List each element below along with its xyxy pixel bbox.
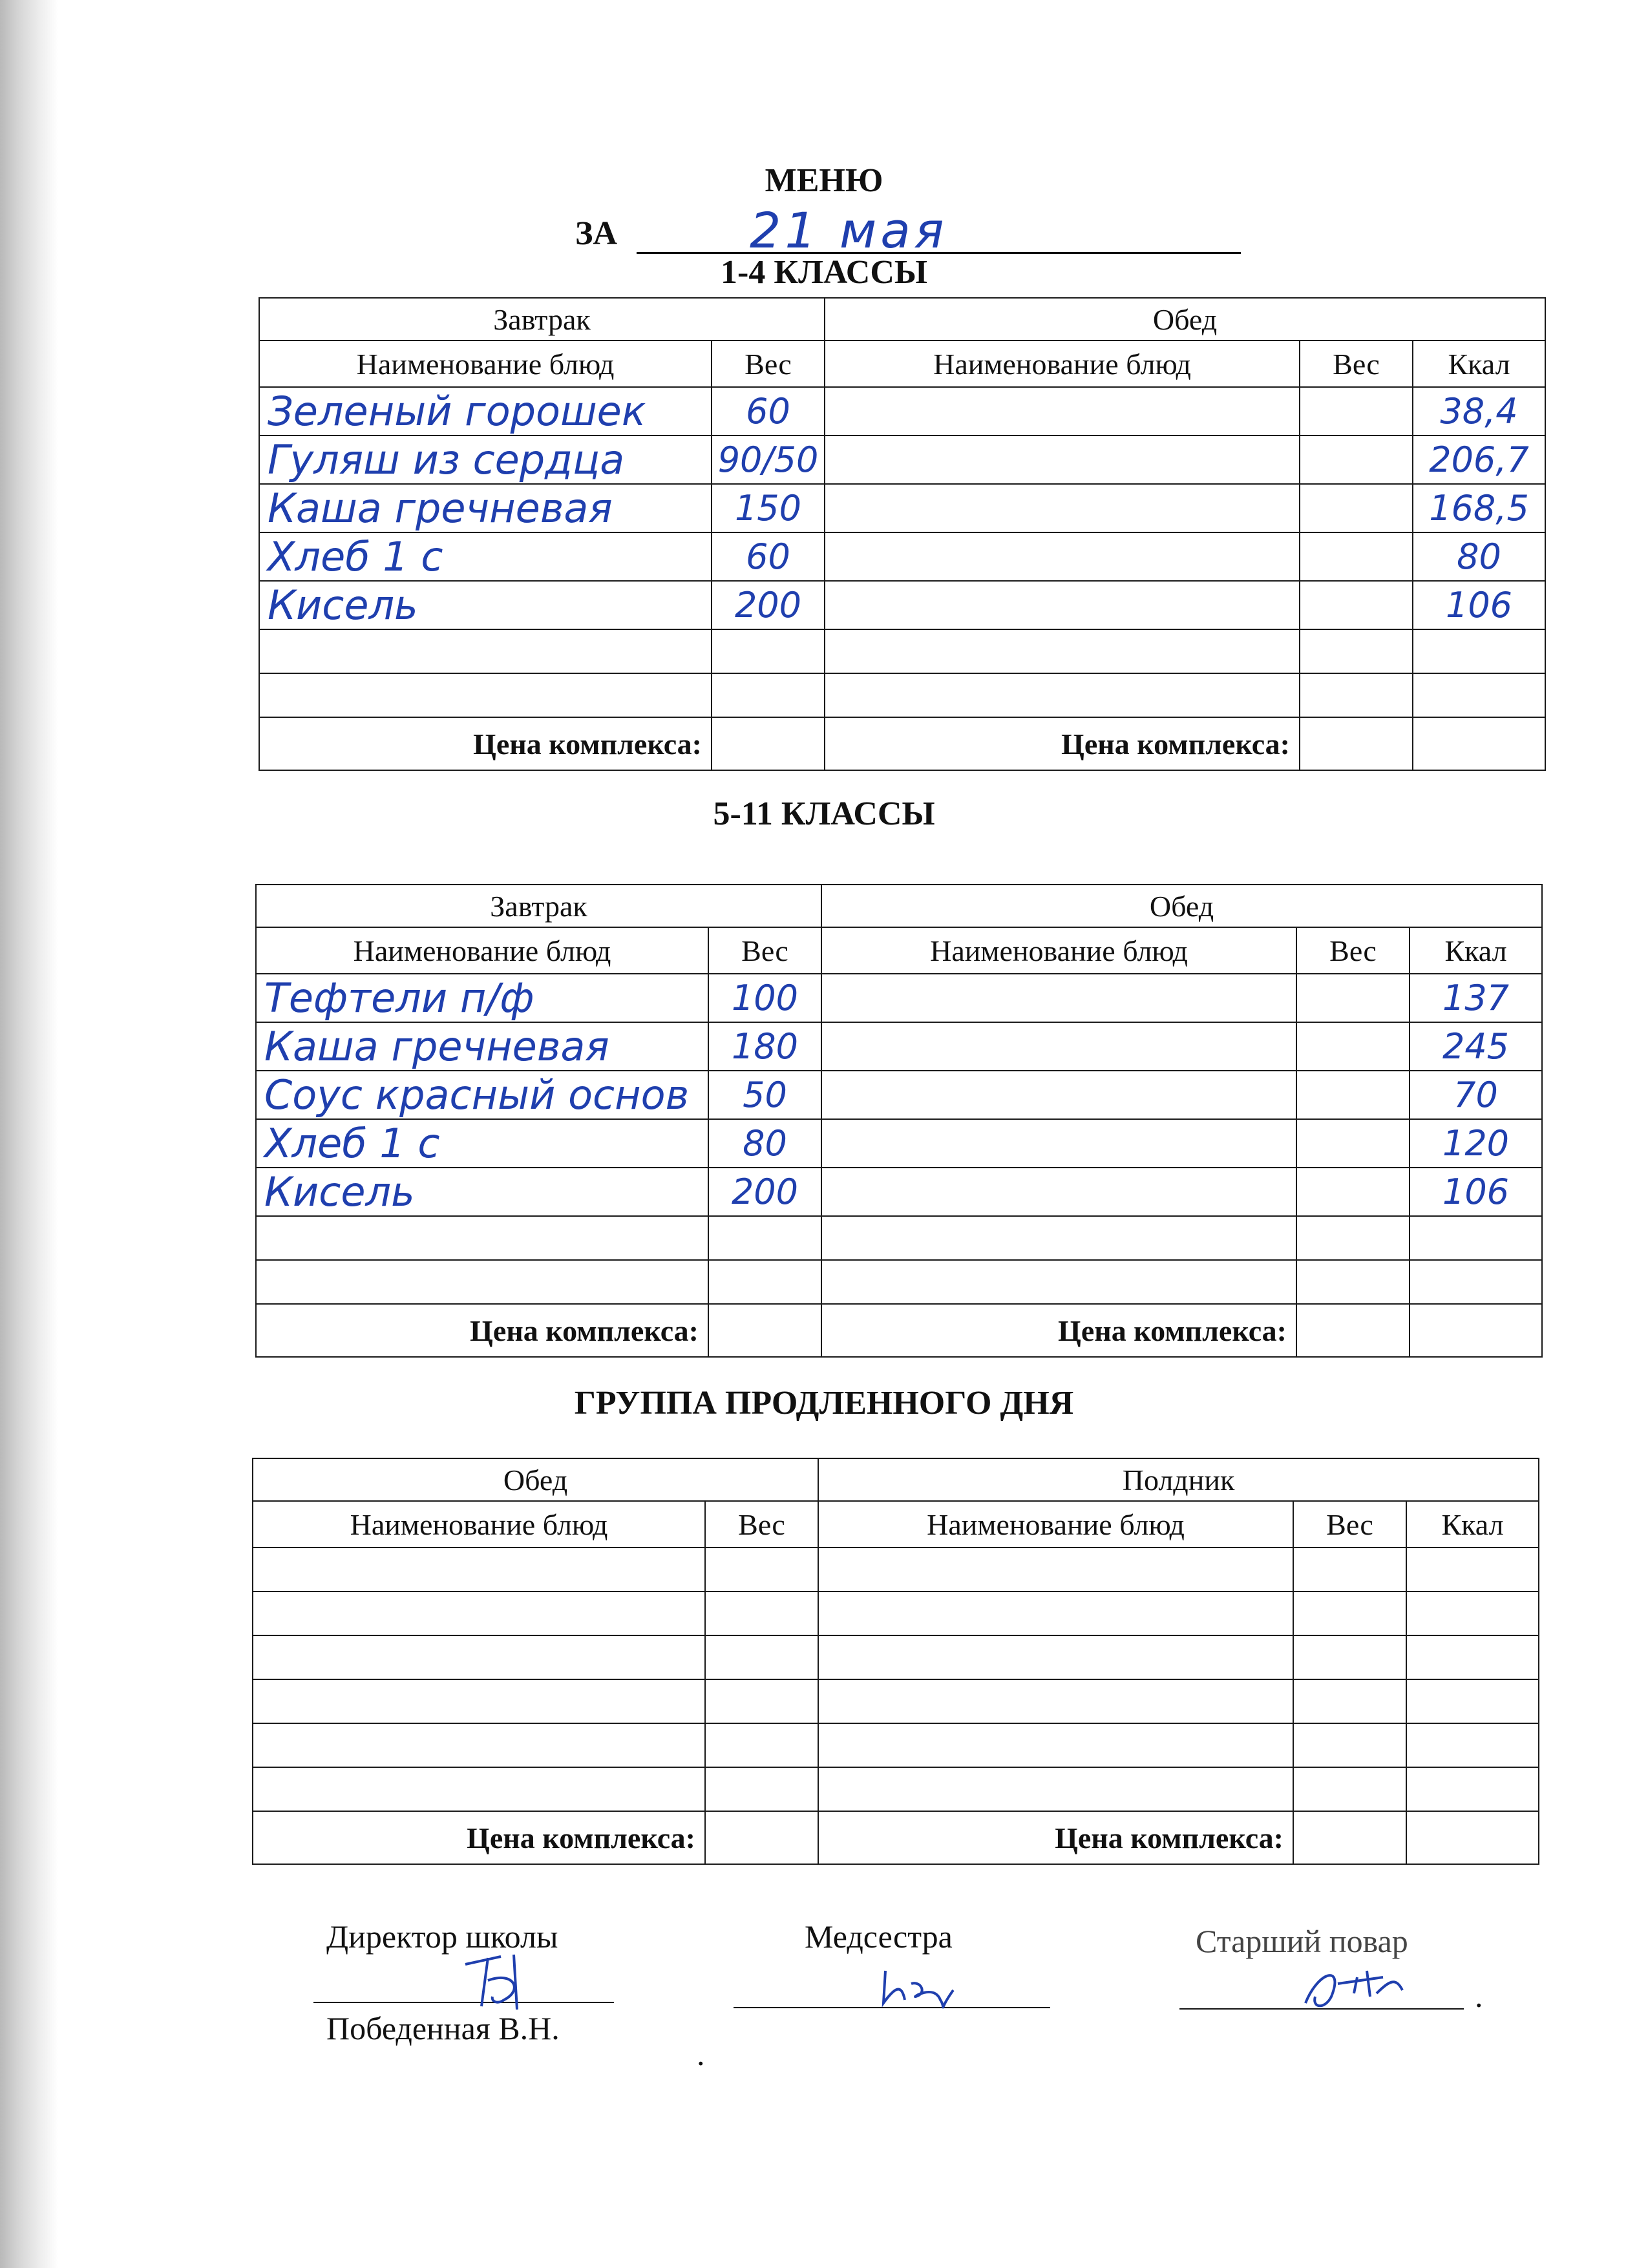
director-name: Победенная В.Н.	[326, 2010, 560, 2046]
dish-weight-cell	[705, 1548, 818, 1591]
dish-weight-cell	[1293, 1767, 1406, 1811]
dish-name-cell	[821, 1216, 1296, 1260]
dish-weight-cell	[1293, 1591, 1406, 1635]
table-row	[256, 1071, 1542, 1119]
dish-weight-cell: 90/50	[712, 436, 825, 484]
dish-name-cell	[821, 974, 1296, 1022]
kcal-cell	[1406, 1591, 1539, 1635]
right-weight-column-header: Вес	[1296, 927, 1410, 974]
director-title: Директор школы	[326, 1918, 558, 1955]
dish-name-cell	[825, 387, 1300, 436]
table-body	[256, 885, 1542, 1357]
nurse-signature	[876, 1964, 973, 2016]
kcal-cell	[1410, 1260, 1542, 1304]
dish-weight-cell: 60	[712, 532, 825, 581]
dish-name-cell	[253, 1767, 705, 1811]
dish-weight-cell	[1293, 1723, 1406, 1767]
table-row	[259, 581, 1545, 629]
dish-name-cell	[821, 1168, 1296, 1216]
kcal-cell	[1406, 1679, 1539, 1723]
kcal-price-cell	[1406, 1811, 1539, 1864]
dish-weight-cell	[1293, 1679, 1406, 1723]
right-price-value	[1296, 1304, 1410, 1357]
meal-header-row	[259, 298, 1545, 341]
table-row	[253, 1767, 1539, 1811]
dish-name-cell	[253, 1679, 705, 1723]
kcal-cell: 168,5	[1413, 484, 1545, 532]
dish-name-cell: Гуляш из сердца	[259, 436, 712, 484]
dish-name-cell: Кисель	[259, 581, 712, 629]
kcal-cell: 106	[1410, 1168, 1542, 1216]
kcal-cell: 206,7	[1413, 436, 1545, 484]
dish-weight-cell: 60	[712, 387, 825, 436]
left-price-value	[705, 1811, 818, 1864]
table-row	[256, 1119, 1542, 1168]
table-row	[259, 673, 1545, 717]
right-weight-column-header: Вес	[1300, 341, 1413, 387]
dish-weight-cell	[705, 1635, 818, 1679]
table-body	[259, 298, 1545, 770]
table-row	[259, 436, 1545, 484]
left-weight-column-header: Вес	[712, 341, 825, 387]
dish-weight-cell	[1296, 1168, 1410, 1216]
director-signature	[452, 1945, 543, 2016]
dish-weight-cell	[1296, 1071, 1410, 1119]
table-row	[259, 629, 1545, 673]
dish-weight-cell	[705, 1723, 818, 1767]
dish-name-cell	[253, 1635, 705, 1679]
dish-weight-cell: 150	[712, 484, 825, 532]
right-price-value	[1300, 717, 1413, 770]
kcal-cell	[1413, 673, 1545, 717]
dish-weight-cell	[1293, 1548, 1406, 1591]
dish-weight-cell	[1300, 484, 1413, 532]
column-header-row	[256, 927, 1542, 974]
kcal-cell	[1406, 1767, 1539, 1811]
dish-name-cell	[256, 1260, 708, 1304]
left-meal-header: Завтрак	[256, 885, 821, 927]
kcal-cell: 70	[1410, 1071, 1542, 1119]
left-name-column-header: Наименование блюд	[256, 927, 708, 974]
right-price-label: Цена комплекса:	[818, 1811, 1293, 1864]
date-line	[575, 202, 1241, 259]
chef-title: Старший повар	[1196, 1923, 1408, 1959]
table-row	[256, 1022, 1542, 1071]
dish-name-cell	[259, 673, 712, 717]
dish-weight-cell: 200	[712, 581, 825, 629]
chef-signature	[1293, 1958, 1422, 2016]
menu-table-1-4	[259, 297, 1546, 771]
dish-name-cell: Хлеб 1 с	[259, 532, 712, 581]
dish-name-cell	[821, 1022, 1296, 1071]
kcal-column-header: Ккал	[1406, 1501, 1539, 1548]
dish-weight-cell	[708, 1216, 821, 1260]
kcal-cell: 80	[1413, 532, 1545, 581]
dish-weight-cell	[1296, 1216, 1410, 1260]
section-title-1-4: 1-4 КЛАССЫ	[721, 254, 927, 291]
right-name-column-header: Наименование блюд	[825, 341, 1300, 387]
dish-name-cell	[825, 532, 1300, 581]
dish-name-cell	[821, 1260, 1296, 1304]
kcal-cell: 120	[1410, 1119, 1542, 1168]
dish-weight-cell	[705, 1679, 818, 1723]
dish-name-cell	[253, 1548, 705, 1591]
nurse-title: Медсестра	[805, 1918, 953, 1955]
dish-weight-cell: 50	[708, 1071, 821, 1119]
menu-table-5-11	[255, 884, 1543, 1358]
kcal-cell: 38,4	[1413, 387, 1545, 436]
dish-name-cell	[818, 1591, 1293, 1635]
dish-name-cell	[256, 1216, 708, 1260]
section-title-5-11: 5-11 КЛАССЫ	[713, 795, 935, 832]
kcal-cell: 245	[1410, 1022, 1542, 1071]
column-header-row	[259, 341, 1545, 387]
dish-name-cell: Кисель	[256, 1168, 708, 1216]
section-title-extended-day: ГРУППА ПРОДЛЕННОГО ДНЯ	[574, 1385, 1074, 1422]
right-meal-header: Полдник	[818, 1458, 1539, 1501]
dish-name-cell: Тефтели п/ф	[256, 974, 708, 1022]
left-price-label: Цена комплекса:	[256, 1304, 708, 1357]
left-price-value	[712, 717, 825, 770]
dish-weight-cell	[1296, 1260, 1410, 1304]
left-price-label: Цена комплекса:	[259, 717, 712, 770]
dish-name-cell	[821, 1071, 1296, 1119]
dish-weight-cell	[705, 1591, 818, 1635]
table-row	[253, 1679, 1539, 1723]
dish-name-cell	[825, 484, 1300, 532]
table-row	[253, 1635, 1539, 1679]
kcal-cell: 137	[1410, 974, 1542, 1022]
table-row	[253, 1548, 1539, 1591]
dish-name-cell	[818, 1635, 1293, 1679]
dish-name-cell	[818, 1723, 1293, 1767]
table-row	[256, 1216, 1542, 1260]
dish-weight-cell	[1293, 1635, 1406, 1679]
dish-weight-cell	[1300, 436, 1413, 484]
dish-weight-cell	[1296, 1022, 1410, 1071]
right-meal-header: Обед	[825, 298, 1545, 341]
left-weight-column-header: Вес	[705, 1501, 818, 1548]
dish-weight-cell	[1300, 581, 1413, 629]
date-label: ЗА	[575, 215, 617, 252]
right-price-label: Цена комплекса:	[825, 717, 1300, 770]
dish-weight-cell	[1296, 1119, 1410, 1168]
dish-name-cell	[818, 1767, 1293, 1811]
dish-weight-cell: 100	[708, 974, 821, 1022]
dish-name-cell	[818, 1548, 1293, 1591]
dish-name-cell	[818, 1679, 1293, 1723]
table-body	[253, 1458, 1539, 1864]
table-row	[256, 1168, 1542, 1216]
menu-table-extended-day	[252, 1458, 1539, 1865]
dot-mark: .	[697, 2036, 705, 2072]
table-row	[256, 974, 1542, 1022]
scan-shadow-edge	[0, 0, 58, 2268]
price-row	[259, 717, 1545, 770]
dish-weight-cell	[712, 629, 825, 673]
table-row	[259, 532, 1545, 581]
kcal-price-cell	[1413, 717, 1545, 770]
kcal-cell: 106	[1413, 581, 1545, 629]
dish-name-cell	[821, 1119, 1296, 1168]
price-row	[253, 1811, 1539, 1864]
kcal-cell	[1413, 629, 1545, 673]
right-name-column-header: Наименование блюд	[821, 927, 1296, 974]
left-name-column-header: Наименование блюд	[253, 1501, 705, 1548]
dish-name-cell	[825, 673, 1300, 717]
doc-title: МЕНЮ	[765, 162, 883, 199]
dish-weight-cell	[1300, 532, 1413, 581]
left-name-column-header: Наименование блюд	[259, 341, 712, 387]
dot-mark: .	[1475, 1978, 1483, 2014]
kcal-cell	[1410, 1216, 1542, 1260]
dish-weight-cell	[1296, 974, 1410, 1022]
dish-weight-cell	[1300, 387, 1413, 436]
dish-name-cell: Хлеб 1 с	[256, 1119, 708, 1168]
kcal-column-header: Ккал	[1410, 927, 1542, 974]
table-row	[259, 484, 1545, 532]
table-row	[256, 1260, 1542, 1304]
left-meal-header: Обед	[253, 1458, 818, 1501]
left-weight-column-header: Вес	[708, 927, 821, 974]
dish-name-cell	[259, 629, 712, 673]
right-price-label: Цена комплекса:	[821, 1304, 1296, 1357]
dish-name-cell	[825, 581, 1300, 629]
dish-weight-cell	[705, 1767, 818, 1811]
table-row	[253, 1723, 1539, 1767]
dish-weight-cell	[708, 1260, 821, 1304]
kcal-cell	[1406, 1723, 1539, 1767]
dish-weight-cell: 80	[708, 1119, 821, 1168]
dish-name-cell	[253, 1591, 705, 1635]
kcal-column-header: Ккал	[1413, 341, 1545, 387]
dish-weight-cell: 180	[708, 1022, 821, 1071]
kcal-price-cell	[1410, 1304, 1542, 1357]
dish-weight-cell	[712, 673, 825, 717]
right-meal-header: Обед	[821, 885, 1542, 927]
left-price-value	[708, 1304, 821, 1357]
left-meal-header: Завтрак	[259, 298, 825, 341]
table-row	[253, 1591, 1539, 1635]
dish-weight-cell	[1300, 629, 1413, 673]
right-price-value	[1293, 1811, 1406, 1864]
kcal-cell	[1406, 1635, 1539, 1679]
handwritten-date: 21 мая	[750, 202, 948, 259]
column-header-row	[253, 1501, 1539, 1548]
dish-weight-cell	[1300, 673, 1413, 717]
price-row	[256, 1304, 1542, 1357]
table-row	[259, 387, 1545, 436]
dish-name-cell	[253, 1723, 705, 1767]
kcal-cell	[1406, 1548, 1539, 1591]
right-name-column-header: Наименование блюд	[818, 1501, 1293, 1548]
dish-name-cell	[825, 436, 1300, 484]
dish-name-cell: Каша гречневая	[259, 484, 712, 532]
dish-name-cell: Соус красный основ	[256, 1071, 708, 1119]
meal-header-row	[253, 1458, 1539, 1501]
dish-name-cell: Каша гречневая	[256, 1022, 708, 1071]
meal-header-row	[256, 885, 1542, 927]
dish-name-cell	[825, 629, 1300, 673]
left-price-label: Цена комплекса:	[253, 1811, 705, 1864]
right-weight-column-header: Вес	[1293, 1501, 1406, 1548]
dish-weight-cell: 200	[708, 1168, 821, 1216]
dish-name-cell: Зеленый горошек	[259, 387, 712, 436]
